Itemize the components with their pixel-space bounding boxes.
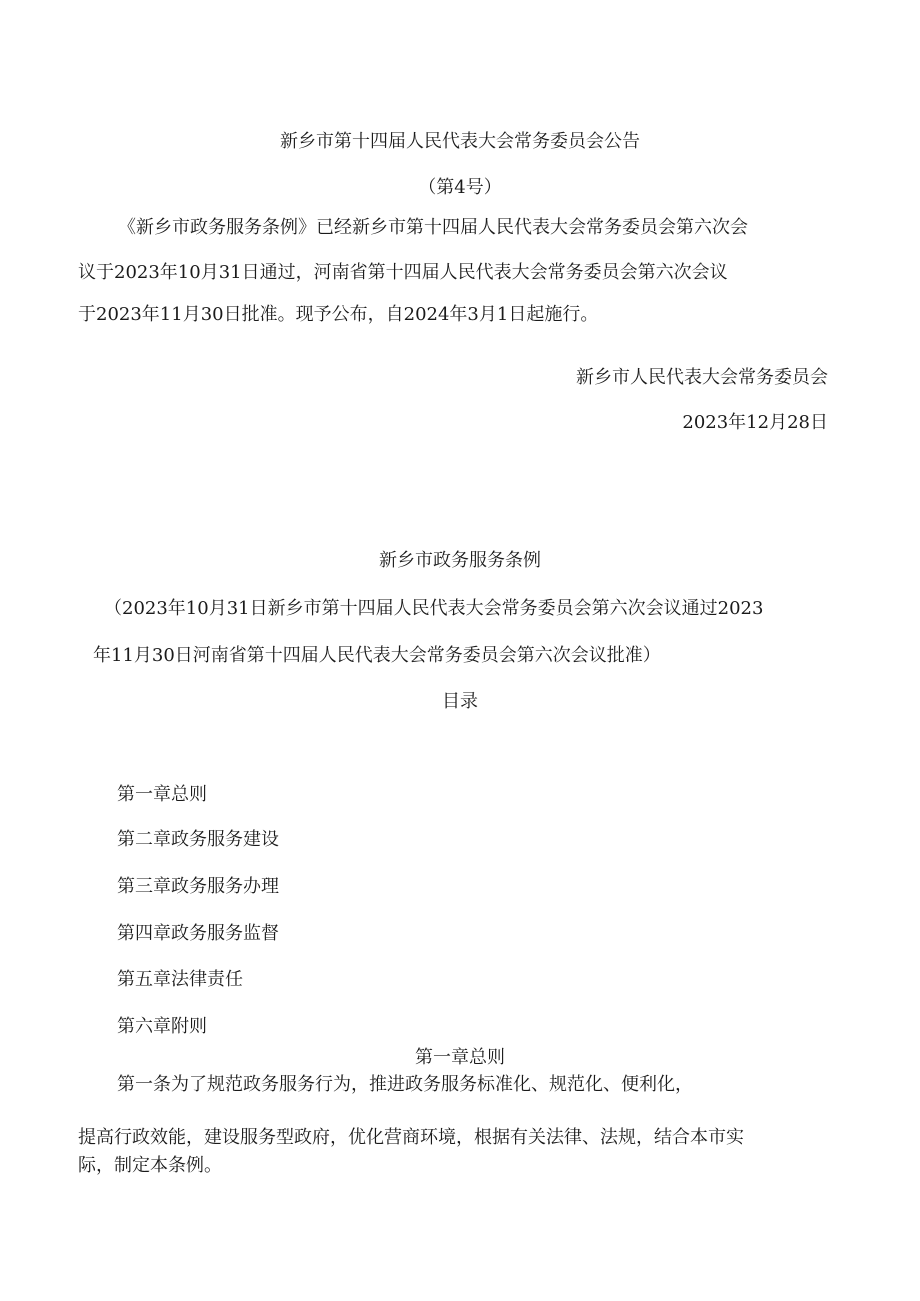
announcement-date: 2023年12月28日 — [682, 412, 828, 433]
approval-line: （2023年10月31日新乡市第十四届人民代表大会常务委员会第六次会议通过2023 — [104, 598, 764, 619]
article-line: 提高行政效能，建设服务型政府，优化营商环境，根据有关法律、法规，结合本市实 — [78, 1127, 744, 1148]
article-line: 第一条为了规范政务服务行为，推进政务服务标准化、规范化、便利化， — [117, 1074, 693, 1095]
toc-item: 第二章政务服务建设 — [117, 829, 279, 850]
announcement-title: 新乡市第十四届人民代表大会常务委员会公告 — [280, 131, 640, 152]
toc-item: 第一章总则 — [117, 784, 207, 805]
announcement-body-line: 议于2023年10月31日通过，河南省第十四届人民代表大会常务委员会第六次会议 — [78, 262, 728, 283]
toc-item: 第四章政务服务监督 — [117, 923, 279, 944]
toc-item: 第三章政务服务办理 — [117, 876, 279, 897]
toc-title: 目录 — [442, 691, 478, 712]
announcement-number: （第4号） — [418, 177, 502, 198]
regulation-title: 新乡市政务服务条例 — [379, 550, 541, 571]
announcement-body-line: 于2023年11月30日批准。现予公布，自2024年3月1日起施行。 — [78, 304, 599, 325]
announcement-signatory: 新乡市人民代表大会常务委员会 — [576, 367, 828, 388]
toc-item: 第五章法律责任 — [117, 969, 243, 990]
toc-item: 第六章附则 — [117, 1016, 207, 1037]
article-line: 际，制定本条例。 — [78, 1155, 222, 1176]
chapter-title: 第一章总则 — [415, 1047, 505, 1068]
approval-line: 年11月30日河南省第十四届人民代表大会常务委员会第六次会议批准） — [93, 645, 661, 666]
announcement-body-line: 《新乡市政务服务条例》已经新乡市第十四届人民代表大会常务委员会第六次会 — [118, 217, 748, 238]
